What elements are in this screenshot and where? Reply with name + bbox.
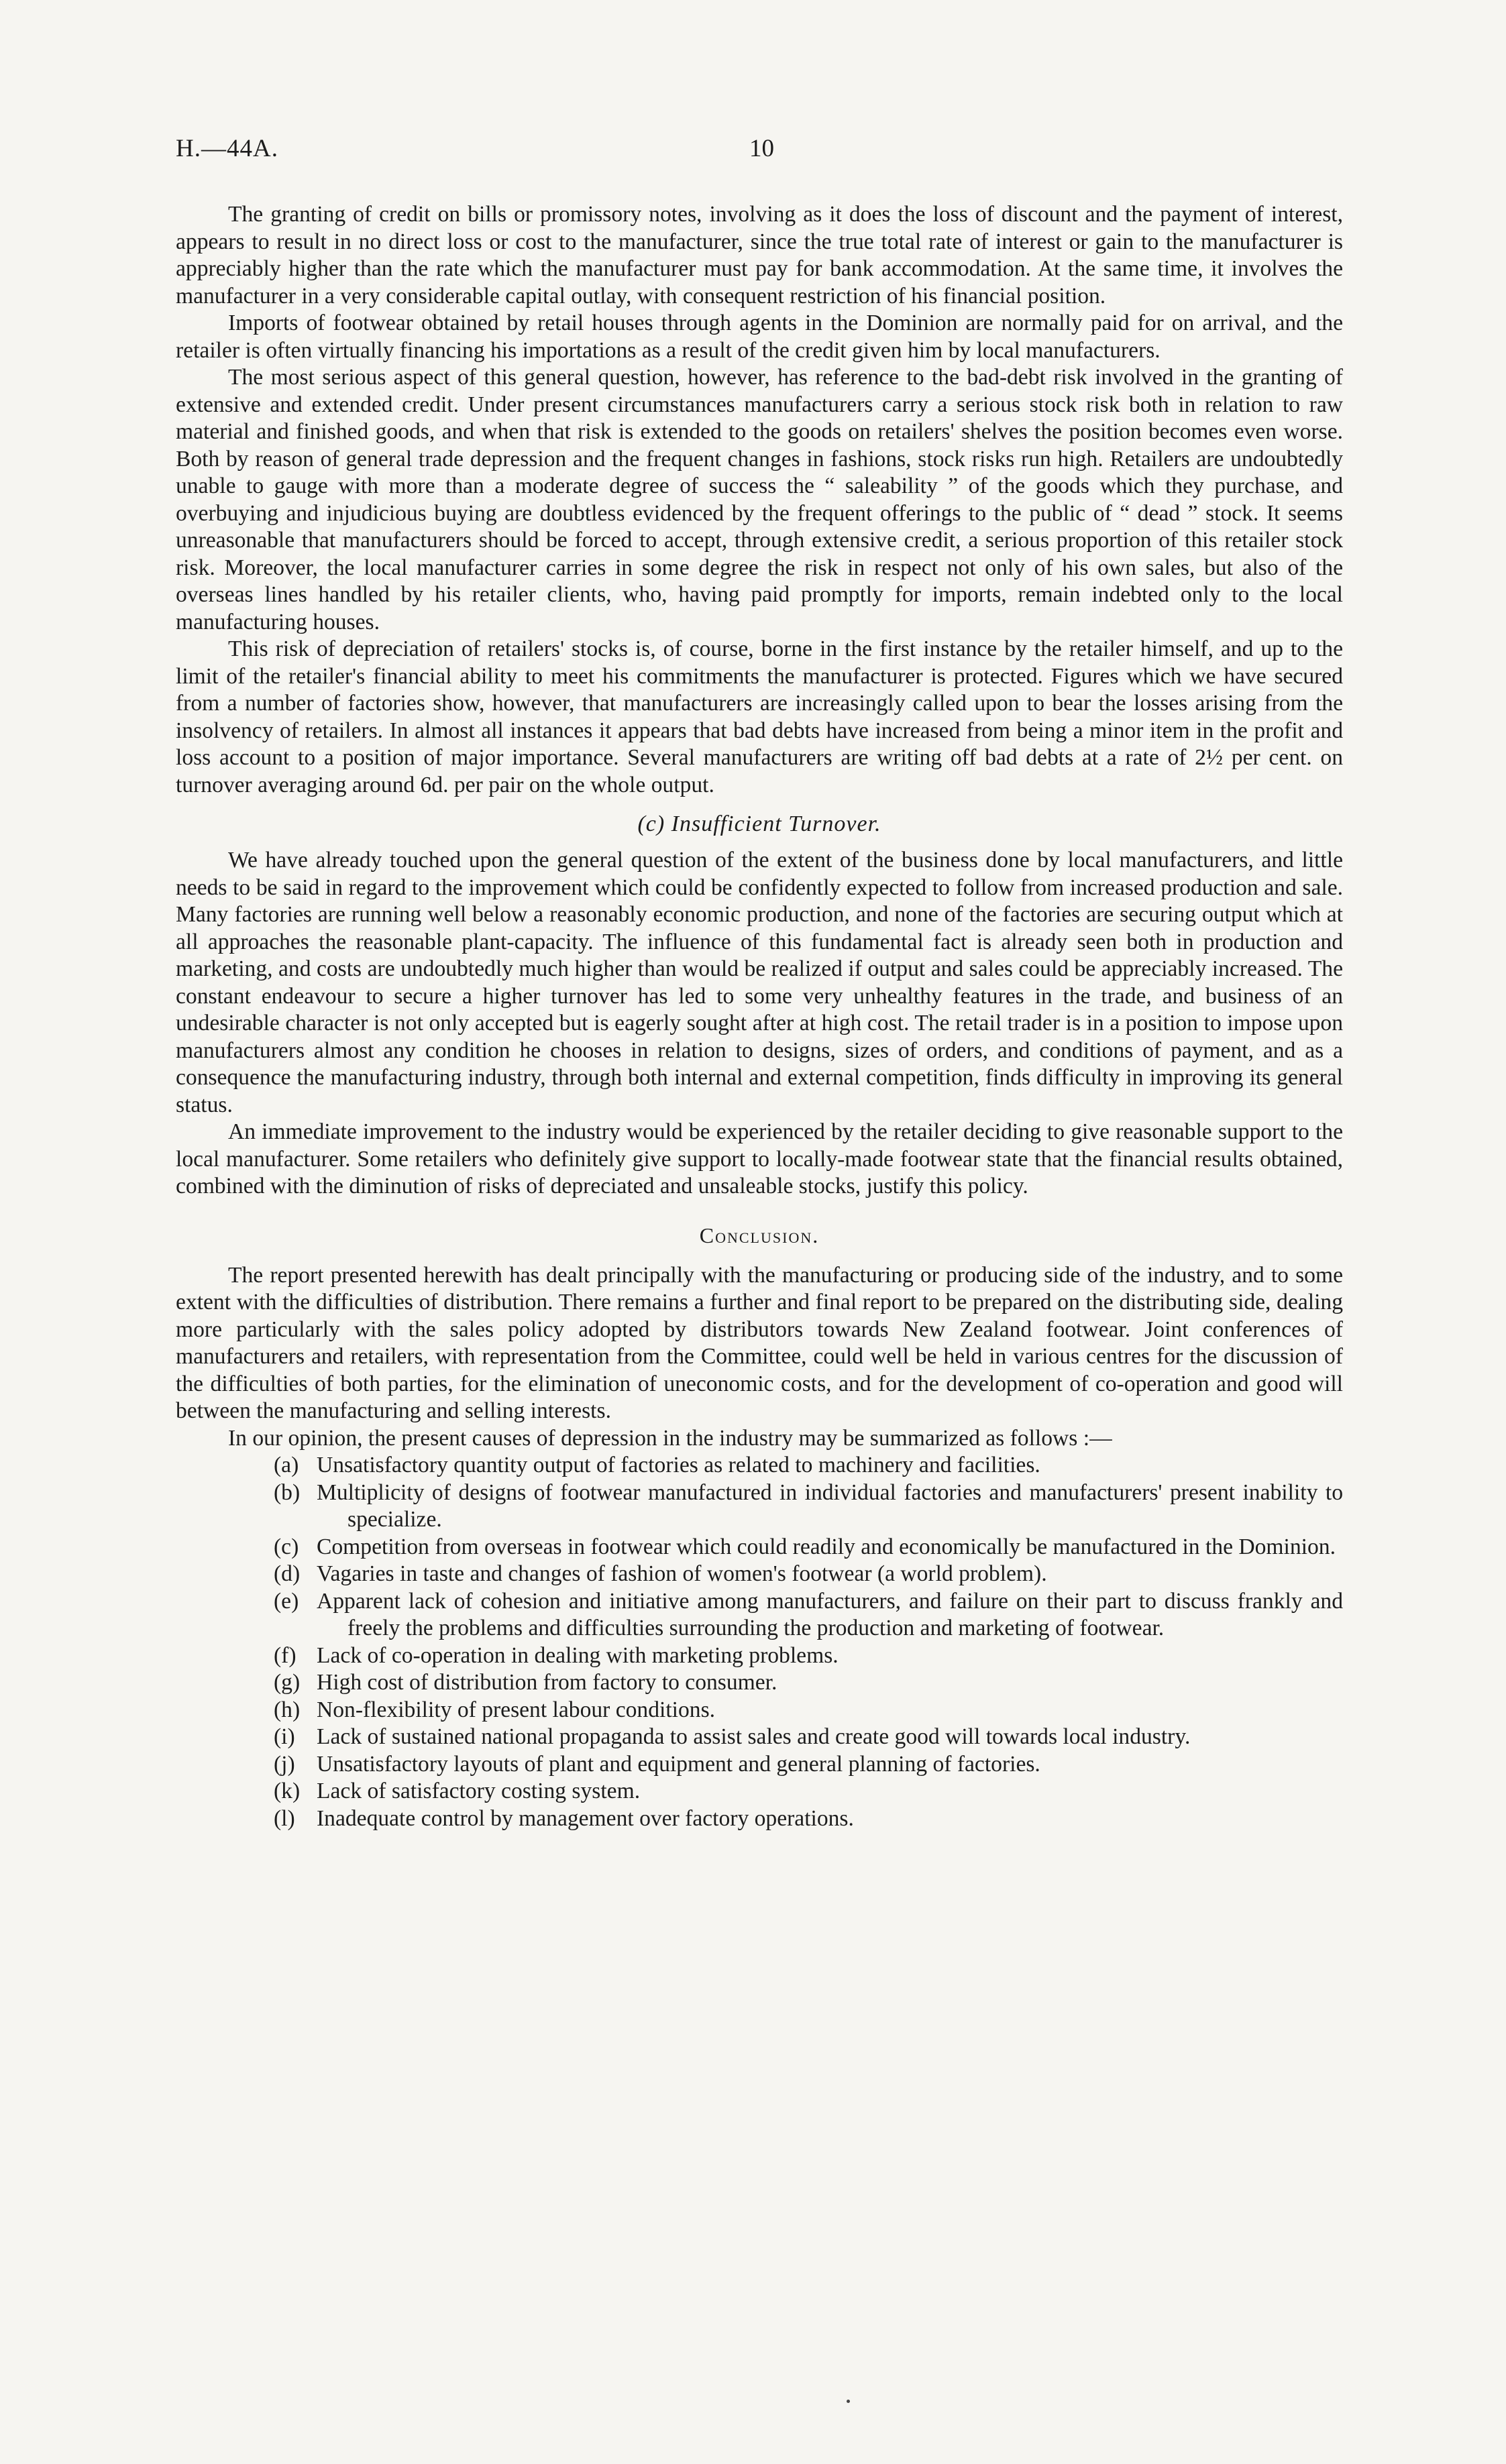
list-item-letter: (d) — [274, 1561, 301, 1586]
list-item-letter: (g) — [274, 1670, 301, 1695]
list-item-letter: (c) — [274, 1534, 299, 1559]
paragraph-report-summary: The report presented herewith has dealt principally with the manufacturing or producing side of the industry, and to some extent with the difficulties of distribution. There remains a further and final report to be prepared on the distributing side, dealing more particularly with the sales policy adopted by distributors towards New Zealand footwear. Joint conferences of manufacturers and retailers, with representation from the Committee, could well be held in various centres for the discussion of the difficulties of both parties, for the elimination of uneconomic costs, and for the development of co-operation and good will between the manufacturing and selling interests. — [176, 1262, 1343, 1423]
list-item-text: Apparent lack of cohesion and initiative among manufacturers, and failure on their part to discuss frankly and freely the problems and difficulties surrounding the production and marketing of footwear. — [317, 1588, 1343, 1640]
list-item-letter: (i) — [274, 1724, 295, 1749]
list-item — [274, 1697, 1343, 1724]
paragraph-bills-credit: The granting of credit on bills or promissory notes, involving as it does the loss of discount and the payment of interest, appears to result in no direct loss or cost to the manufacturer, since the true total rate of interest or gain to the manufacturer is appreciably higher than the rate which the manufacturer must pay for bank accommodation. At the same time, it involves the manufacturer in a very considerable capital outlay, with consequent restriction of his financial position. — [176, 202, 1343, 309]
list-item-letter: (a) — [274, 1453, 299, 1477]
paragraph-turnover: We have already touched upon the general question of the extent of the business done by local manufacturers, and little needs to be said in regard to the improvement which could be confidently expected to follow from increased production and sale. Many factories are running well below a reasonably economic production, and none of the factories are securing output which at all approaches the reasonable plant-capacity. The influence of this fundamental fact is already seen both in production and marketing, and costs are undoubtedly much higher than would be realized if output and sales could be appreciably increased. The constant endeavour to secure a higher turnover has led to some very unhealthy features in the trade, and business of an undesirable character is not only accepted but is eagerly sought after at high cost. The retail trader is in a position to impose upon manufacturers almost any condition he chooses in relation to designs, sizes of orders, and conditions of payment, and as a consequence the manufacturing industry, through both internal and external competition, finds difficulty in improving its general status. — [176, 848, 1343, 1117]
conclusion-heading: Conclusion. — [699, 1223, 820, 1247]
credit-section — [176, 201, 1343, 799]
print-speck — [847, 2400, 850, 2403]
list-item — [274, 1642, 1343, 1670]
list-item-text: Lack of sustained national propaganda to assist sales and create good will towards local industry. — [317, 1724, 1191, 1749]
list-item-text: Lack of co-operation in dealing with marketing problems. — [317, 1642, 839, 1668]
paragraph-bad-debt-risk: The most serious aspect of this general question, however, has reference to the bad-debt risk involved in the granting of extensive and extended credit. Under present circumstances manufacturers carry a serious stock risk both in relation to raw material and finished goods, and when that risk is extended to the goods on retailers' shelves the position becomes even worse. Both by reason of general trade depression and the frequent changes in fashions, stock risks run high. Retailers are undoubtedly unable to gauge with more than a moderate degree of success the “ saleability ” of the goods which they purchase, and overbuying and injudicious buying are doubtless evidenced by the frequent offerings to the public of “ dead ” stock. It seems unreasonable that manufacturers should be forced to accept, through extensive credit, a serious proportion of this retailer stock risk. Moreover, the local manufacturer carries in some degree the risk in respect not only of his own sales, but also of the overseas lines handled by his retailer clients, who, having paid promptly for imports, remain indebted only to the local manufacturing houses. — [176, 365, 1343, 634]
list-item-text: Inadequate control by management over factory operations. — [317, 1805, 854, 1831]
list-item-text: Non-flexibility of present labour conditions. — [317, 1697, 716, 1722]
paragraph-imports: Imports of footwear obtained by retail houses through agents in the Dominion are normally paid for on arrival, and the retailer is often virtually financing his importations as a result of the credit given him by local manufacturers. — [176, 311, 1343, 363]
subheading-insufficient-turnover: (c) Insufficient Turnover. — [637, 811, 881, 836]
turnover-section — [176, 847, 1343, 1200]
list-item-text: High cost of distribution from factory to consumer. — [317, 1670, 777, 1695]
list-item-letter: (f) — [274, 1642, 297, 1668]
paragraph-improvement: An immediate improvement to the industry would be experienced by the retailer deciding to give reasonable support to the local manufacturer. Some retailers who definitely give support to locally-made footwear state that the financial results obtained, combined with the diminution of risks of depreciated and unsaleable stocks, justify this policy. — [176, 1119, 1343, 1198]
list-item-letter: (h) — [274, 1697, 301, 1722]
list-item — [274, 1778, 1343, 1805]
document-page — [176, 134, 1343, 1832]
list-item — [274, 1805, 1343, 1833]
list-item-letter: (k) — [274, 1779, 301, 1803]
page-number: 10 — [749, 135, 774, 162]
list-item — [274, 1452, 1343, 1479]
list-item-text: Lack of satisfactory costing system. — [317, 1779, 641, 1803]
list-item-letter: (j) — [274, 1751, 295, 1777]
list-item — [274, 1479, 1343, 1534]
list-item — [274, 1724, 1343, 1751]
list-item — [274, 1534, 1343, 1561]
list-item-letter: (b) — [274, 1479, 301, 1505]
list-item — [274, 1588, 1343, 1642]
list-item-text: Unsatisfactory layouts of plant and equipment and general planning of factories. — [317, 1751, 1040, 1777]
list-item-text: Vagaries in taste and changes of fashion of women's footwear (a world problem). — [317, 1561, 1047, 1586]
page-header — [176, 134, 1343, 174]
list-item-letter: (e) — [274, 1588, 299, 1614]
list-item-text: Multiplicity of designs of footwear manufactured in individual factories and manufacturers' present inability to specialize. — [317, 1479, 1343, 1532]
list-item — [274, 1561, 1343, 1588]
list-item-letter: (l) — [274, 1805, 295, 1831]
document-reference: H.—44A. — [176, 135, 278, 162]
causes-list — [176, 1452, 1343, 1832]
list-item — [274, 1751, 1343, 1779]
paragraph-causes-intro: In our opinion, the present causes of depression in the industry may be summarized as follows :— — [228, 1425, 1112, 1451]
paragraph-depreciation-risk: This risk of depreciation of retailers' stocks is, of course, borne in the first instance by the retailer himself, and up to the limit of the retailer's financial ability to meet his commitments the manufacturer is protected. Figures which we have secured from a number of factories show, however, that manufacturers are increasingly called upon to bear the losses arising from the insolvency of retailers. In almost all instances it appears that bad debts have increased from being a minor item in the profit and loss account to a position of major importance. Several manufacturers are writing off bad debts at a rate of 2½ per cent. on turnover averaging around 6d. per pair on the whole output. — [176, 636, 1343, 797]
list-item-text: Unsatisfactory quantity output of factories as related to machinery and facilities. — [317, 1453, 1040, 1477]
conclusion-section — [176, 1262, 1343, 1833]
list-item — [274, 1669, 1343, 1697]
list-item-text: Competition from overseas in footwear which could readily and economically be manufactured in the Dominion. — [317, 1534, 1336, 1559]
